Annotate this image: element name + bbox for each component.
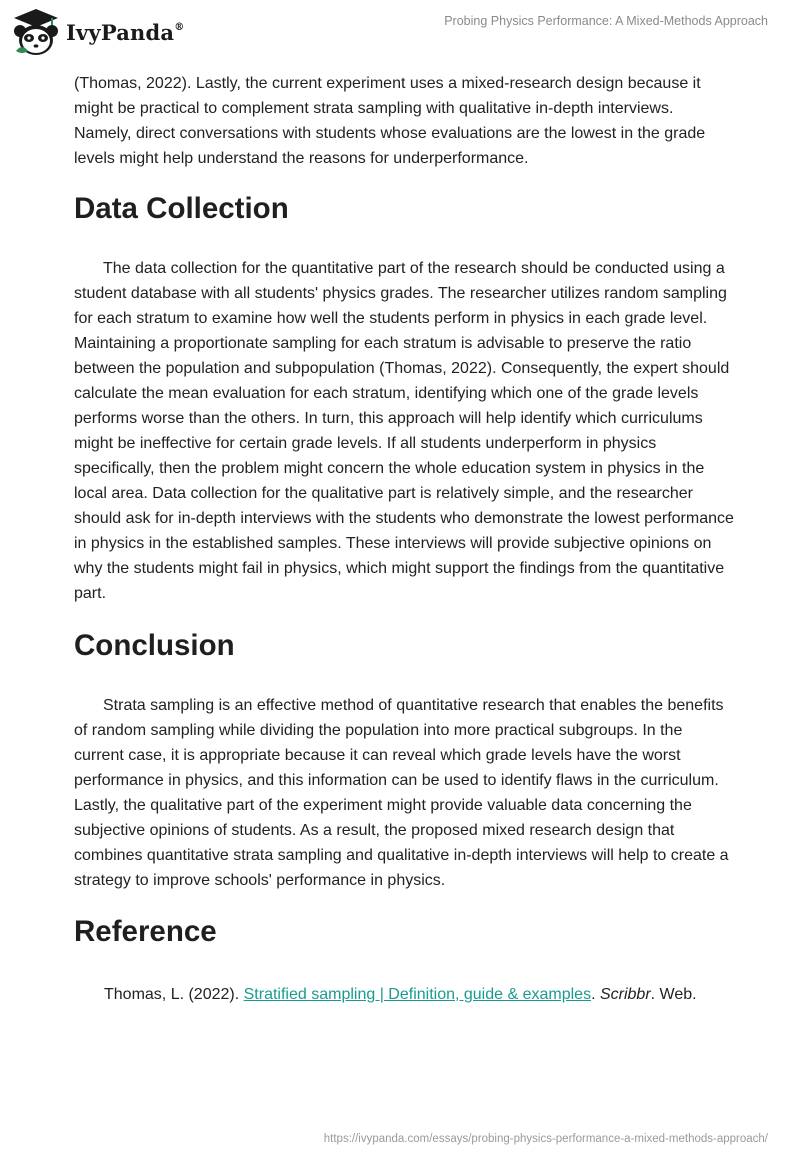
reference-entry	[74, 982, 734, 1007]
reference-punct: .	[591, 986, 600, 1003]
data-collection-paragraph: The data collection for the quantitative part of the research should be conducted using a student database with all students' physics grades. The researcher utilizes random sampling for each stratum to examine how well the students perform in physics in each grade level. Maintaining a proportionate sampling for each stratum is advisable to preserve the ratio between the population and subpopulation (Thomas, 2022). Consequently, the expert should calculate the mean evaluation for each stratum, identifying which one of the grade levels performs worse than the others. In turn, this approach will help identify which curriculums might be ineffective for certain grade levels. If all students underperform in physics specifically, then the problem might concern the whole education system in physics in the local area. Data collection for the qualitative part is relatively simple, and the researcher should ask for in-depth interviews with the students who demonstrate the lowest performance in physics in the established samples. These interviews will provide subjective opinions on why the students might fail in physics, which might support the findings from the quantitative part.	[74, 260, 734, 602]
footer-url: https://ivypanda.com/essays/probing-physics-performance-a-mixed-methods-approach/	[323, 1133, 768, 1145]
brand-name[interactable]	[66, 20, 184, 45]
essay-content	[74, 71, 734, 1007]
intro-paragraph: (Thomas, 2022). Lastly, the current experiment uses a mixed-research design because it might be practical to complement strata sampling with qualitative in-depth interviews. Namely, direct conversations with students whose evaluations are the lowest in the grade levels might help understand the reasons for underperformance.	[74, 75, 706, 167]
heading-conclusion: Conclusion	[74, 629, 235, 662]
running-title: Probing Physics Performance: A Mixed-Methods Approach	[444, 14, 768, 28]
page-header	[0, 0, 800, 70]
brand-name-text: IvyPanda	[66, 20, 175, 45]
brand-registered-mark: ®	[174, 22, 185, 33]
reference-author-year: Thomas, L. (2022).	[104, 986, 244, 1003]
heading-data-collection: Data Collection	[74, 192, 289, 225]
conclusion-paragraph: Strata sampling is an effective method of quantitative research that enables the benefits of random sampling while dividing the population into more practical subgroups. In the current case, it is appropriate because it can reveal which grade levels have the worst performance in physics, and this information can be used to identify flaws in the curriculum. Lastly, the qualitative part of the experiment might provide valuable data concerning the subjective opinions of students. As a result, the proposed mixed research design that combines quantitative strata sampling and qualitative in-depth interviews will help to create a strategy to improve schools' performance in physics.	[74, 697, 729, 889]
panda-graduate-icon[interactable]	[12, 7, 60, 57]
heading-reference: Reference	[74, 915, 217, 948]
reference-source: Scribbr	[599, 986, 651, 1003]
reference-link[interactable]: Stratified sampling | Definition, guide & examples	[243, 986, 592, 1003]
reference-tail: . Web.	[650, 986, 697, 1003]
